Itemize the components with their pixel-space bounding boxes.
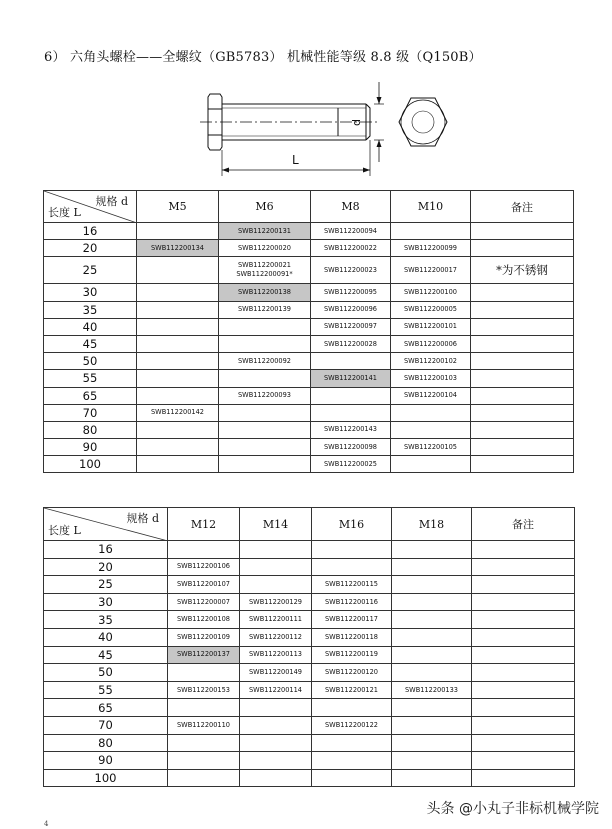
part-number-cell bbox=[137, 335, 219, 352]
length-cell: 65 bbox=[44, 699, 168, 717]
table-row bbox=[44, 664, 575, 682]
part-number-cell bbox=[219, 456, 311, 473]
part-number-cell: SWB112200110 bbox=[168, 716, 240, 734]
part-number-cell: SWB112200143 bbox=[311, 421, 391, 438]
table-row bbox=[44, 646, 575, 664]
part-number-cell bbox=[392, 699, 472, 717]
note-cell bbox=[472, 752, 575, 770]
part-number-cell bbox=[137, 370, 219, 387]
length-cell: 30 bbox=[44, 593, 168, 611]
part-number-cell bbox=[240, 558, 312, 576]
note-cell bbox=[472, 558, 575, 576]
corner-length-label: 长度 L bbox=[48, 524, 81, 537]
note-cell bbox=[471, 387, 574, 404]
part-number-cell: SWB112200109 bbox=[168, 628, 240, 646]
table-row bbox=[44, 223, 574, 240]
length-cell: 55 bbox=[44, 681, 168, 699]
note-cell bbox=[471, 439, 574, 456]
part-number-cell: SWB112200093 bbox=[219, 387, 311, 404]
note-cell bbox=[472, 716, 575, 734]
length-cell: 25 bbox=[44, 576, 168, 594]
part-number-cell bbox=[219, 421, 311, 438]
length-cell: 20 bbox=[44, 240, 137, 257]
part-number-cell: SWB112200137 bbox=[168, 646, 240, 664]
length-cell: 80 bbox=[44, 734, 168, 752]
table-row bbox=[44, 716, 575, 734]
bolt-drawing bbox=[196, 78, 466, 180]
column-header: 备注 bbox=[472, 508, 575, 541]
part-number-cell: SWB112200119 bbox=[312, 646, 392, 664]
table-row bbox=[44, 456, 574, 473]
corner-header bbox=[44, 191, 137, 223]
length-cell: 100 bbox=[44, 769, 168, 787]
part-number-cell bbox=[392, 593, 472, 611]
part-number-cell: SWB112200153 bbox=[168, 681, 240, 699]
length-cell: 16 bbox=[44, 223, 137, 240]
part-number-cell bbox=[312, 734, 392, 752]
note-cell bbox=[471, 318, 574, 335]
part-number-cell: SWB112200096 bbox=[311, 301, 391, 318]
note-cell bbox=[471, 421, 574, 438]
part-number-cell: SWB112200005 bbox=[391, 301, 471, 318]
part-number-cell bbox=[392, 752, 472, 770]
part-number-cell: SWB112200115 bbox=[312, 576, 392, 594]
table-row bbox=[44, 353, 574, 370]
part-number-cell bbox=[168, 734, 240, 752]
note-cell bbox=[472, 541, 575, 559]
part-number-cell bbox=[168, 752, 240, 770]
part-number-cell bbox=[392, 646, 472, 664]
length-cell: 70 bbox=[44, 404, 137, 421]
table-row bbox=[44, 628, 575, 646]
part-number-cell bbox=[312, 752, 392, 770]
note-cell bbox=[472, 628, 575, 646]
table-row bbox=[44, 611, 575, 629]
part-number-cell bbox=[392, 664, 472, 682]
column-header: M10 bbox=[391, 191, 471, 223]
note-cell bbox=[471, 223, 574, 240]
part-number-cell bbox=[168, 769, 240, 787]
part-number-cell bbox=[137, 257, 219, 284]
part-number-cell: SWB112200023 bbox=[311, 257, 391, 284]
part-number-cell bbox=[311, 353, 391, 370]
table-row bbox=[44, 335, 574, 352]
part-number-cell bbox=[219, 335, 311, 352]
part-number-cell: SWB112200112 bbox=[240, 628, 312, 646]
table-row bbox=[44, 370, 574, 387]
length-cell: 65 bbox=[44, 387, 137, 404]
part-number-cell bbox=[392, 734, 472, 752]
table-row bbox=[44, 404, 574, 421]
table-row bbox=[44, 318, 574, 335]
part-number-cell: SWB112200142 bbox=[137, 404, 219, 421]
table-row bbox=[44, 284, 574, 301]
part-number-cell bbox=[391, 404, 471, 421]
part-number-cell: SWB112200098 bbox=[311, 439, 391, 456]
note-cell bbox=[471, 335, 574, 352]
part-number-cell bbox=[311, 387, 391, 404]
table-row bbox=[44, 421, 574, 438]
part-number-cell: SWB112200092 bbox=[219, 353, 311, 370]
table-row bbox=[44, 541, 575, 559]
part-number-cell: SWB112200099 bbox=[391, 240, 471, 257]
table-row bbox=[44, 240, 574, 257]
part-number-cell: SWB112200118 bbox=[312, 628, 392, 646]
part-number-cell bbox=[240, 541, 312, 559]
column-header: M16 bbox=[312, 508, 392, 541]
length-cell: 16 bbox=[44, 541, 168, 559]
length-cell: 70 bbox=[44, 716, 168, 734]
part-number-cell: SWB112200139 bbox=[219, 301, 311, 318]
length-cell: 90 bbox=[44, 439, 137, 456]
part-number-cell: SWB112200017 bbox=[391, 257, 471, 284]
part-number-cell: SWB112200007 bbox=[168, 593, 240, 611]
part-number-cell bbox=[391, 223, 471, 240]
part-number-cell bbox=[392, 576, 472, 594]
note-cell bbox=[472, 611, 575, 629]
part-number-cell bbox=[137, 353, 219, 370]
part-number-cell bbox=[168, 541, 240, 559]
part-number-cell: SWB112200141 bbox=[311, 370, 391, 387]
part-number-cell bbox=[392, 611, 472, 629]
column-header: M8 bbox=[311, 191, 391, 223]
part-number-cell: SWB112200106 bbox=[168, 558, 240, 576]
part-number-cell: SWB112200095 bbox=[311, 284, 391, 301]
part-number-cell: SWB112200114 bbox=[240, 681, 312, 699]
section-heading: 6） 六角头螺栓——全螺纹（GB5783） 机械性能等级 8.8 级（Q150B） bbox=[44, 50, 482, 65]
table-row bbox=[44, 301, 574, 318]
part-number-cell: SWB112200028 bbox=[311, 335, 391, 352]
part-number-cell: SWB112200104 bbox=[391, 387, 471, 404]
note-cell bbox=[472, 681, 575, 699]
part-number-cell bbox=[137, 439, 219, 456]
note-cell bbox=[472, 664, 575, 682]
part-number-cell: SWB112200105 bbox=[391, 439, 471, 456]
length-cell: 35 bbox=[44, 611, 168, 629]
part-number-cell: SWB112200094 bbox=[311, 223, 391, 240]
part-number-cell: SWB112200020 bbox=[219, 240, 311, 257]
part-number-cell bbox=[137, 301, 219, 318]
part-number-cell bbox=[137, 318, 219, 335]
column-header: M5 bbox=[137, 191, 219, 223]
part-number-cell bbox=[137, 456, 219, 473]
part-number-cell: SWB112200108 bbox=[168, 611, 240, 629]
length-cell: 55 bbox=[44, 370, 137, 387]
part-number-cell: SWB112200129 bbox=[240, 593, 312, 611]
part-number-cell: SWB112200097 bbox=[311, 318, 391, 335]
part-number-cell bbox=[312, 769, 392, 787]
note-cell bbox=[471, 284, 574, 301]
part-number-cell: SWB112200138 bbox=[219, 284, 311, 301]
note-cell bbox=[471, 404, 574, 421]
table-row bbox=[44, 734, 575, 752]
length-cell: 40 bbox=[44, 628, 168, 646]
length-cell: 45 bbox=[44, 646, 168, 664]
length-cell: 45 bbox=[44, 335, 137, 352]
column-header: M14 bbox=[240, 508, 312, 541]
part-number-cell bbox=[168, 699, 240, 717]
part-number-cell bbox=[240, 769, 312, 787]
part-number-cell: SWB112200134 bbox=[137, 240, 219, 257]
length-cell: 80 bbox=[44, 421, 137, 438]
spec-table-m5-m10 bbox=[43, 190, 574, 473]
note-cell bbox=[472, 734, 575, 752]
part-number-cell: SWB112200101 bbox=[391, 318, 471, 335]
length-cell: 50 bbox=[44, 353, 137, 370]
length-cell: 30 bbox=[44, 284, 137, 301]
corner-spec-label: 规格 d bbox=[126, 512, 159, 525]
note-cell bbox=[472, 699, 575, 717]
part-number-cell: SWB112200122 bbox=[312, 716, 392, 734]
part-number-cell bbox=[392, 558, 472, 576]
corner-length-label: 长度 L bbox=[48, 206, 81, 219]
part-number-cell bbox=[219, 404, 311, 421]
part-number-cell: SWB112200120 bbox=[312, 664, 392, 682]
spec-table-m12-m18 bbox=[43, 507, 575, 787]
note-cell bbox=[472, 593, 575, 611]
table-row bbox=[44, 593, 575, 611]
diameter-label: d bbox=[350, 119, 363, 126]
length-cell: 100 bbox=[44, 456, 137, 473]
part-number-cell: SWB112200111 bbox=[240, 611, 312, 629]
note-cell bbox=[471, 240, 574, 257]
note-cell bbox=[472, 576, 575, 594]
part-number-cell: SWB112200131 bbox=[219, 223, 311, 240]
table-row bbox=[44, 699, 575, 717]
part-number-cell: SWB112200102 bbox=[391, 353, 471, 370]
part-number-cell bbox=[312, 699, 392, 717]
part-number-cell bbox=[240, 576, 312, 594]
length-cell: 20 bbox=[44, 558, 168, 576]
note-cell bbox=[471, 456, 574, 473]
part-number-cell: SWB112200100 bbox=[391, 284, 471, 301]
part-number-cell: SWB112200117 bbox=[312, 611, 392, 629]
table-row bbox=[44, 439, 574, 456]
page-number: 4 bbox=[44, 820, 49, 828]
part-number-cell bbox=[240, 716, 312, 734]
part-number-cell bbox=[219, 439, 311, 456]
watermark-footer: 头条 @小丸子非标机械学院 bbox=[426, 801, 599, 817]
part-number-cell bbox=[391, 421, 471, 438]
part-number-cell bbox=[240, 734, 312, 752]
table-row bbox=[44, 257, 574, 284]
part-number-cell bbox=[240, 752, 312, 770]
part-number-cell: SWB112200133 bbox=[392, 681, 472, 699]
part-number-cell: SWB112200021 SWB112200091* bbox=[219, 257, 311, 284]
part-number-cell bbox=[392, 628, 472, 646]
column-header: M12 bbox=[168, 508, 240, 541]
corner-header bbox=[44, 508, 168, 541]
corner-spec-label: 规格 d bbox=[95, 195, 128, 208]
part-number-cell: SWB112200113 bbox=[240, 646, 312, 664]
part-number-cell bbox=[137, 387, 219, 404]
part-number-cell: SWB112200025 bbox=[311, 456, 391, 473]
note-cell bbox=[472, 769, 575, 787]
part-number-cell bbox=[312, 541, 392, 559]
note-cell bbox=[472, 646, 575, 664]
part-number-cell: SWB112200149 bbox=[240, 664, 312, 682]
note-cell: *为不锈钢 bbox=[471, 257, 574, 284]
length-label: L bbox=[292, 153, 299, 167]
part-number-cell bbox=[137, 223, 219, 240]
note-cell bbox=[471, 301, 574, 318]
table-row bbox=[44, 387, 574, 404]
table-row bbox=[44, 769, 575, 787]
part-number-cell bbox=[219, 370, 311, 387]
part-number-cell bbox=[168, 664, 240, 682]
column-header: 备注 bbox=[471, 191, 574, 223]
part-number-cell: SWB112200121 bbox=[312, 681, 392, 699]
part-number-cell: SWB112200107 bbox=[168, 576, 240, 594]
part-number-cell bbox=[392, 769, 472, 787]
part-number-cell bbox=[240, 699, 312, 717]
note-cell bbox=[471, 353, 574, 370]
part-number-cell bbox=[392, 716, 472, 734]
part-number-cell bbox=[311, 404, 391, 421]
part-number-cell bbox=[391, 456, 471, 473]
column-header: M6 bbox=[219, 191, 311, 223]
part-number-cell bbox=[219, 318, 311, 335]
part-number-cell: SWB112200103 bbox=[391, 370, 471, 387]
table-row bbox=[44, 752, 575, 770]
length-cell: 40 bbox=[44, 318, 137, 335]
part-number-cell bbox=[137, 421, 219, 438]
table-row bbox=[44, 681, 575, 699]
part-number-cell: SWB112200006 bbox=[391, 335, 471, 352]
length-cell: 90 bbox=[44, 752, 168, 770]
note-cell bbox=[471, 370, 574, 387]
part-number-cell: SWB112200022 bbox=[311, 240, 391, 257]
length-cell: 25 bbox=[44, 257, 137, 284]
part-number-cell bbox=[392, 541, 472, 559]
length-cell: 50 bbox=[44, 664, 168, 682]
part-number-cell bbox=[137, 284, 219, 301]
part-number-cell: SWB112200116 bbox=[312, 593, 392, 611]
length-cell: 35 bbox=[44, 301, 137, 318]
column-header: M18 bbox=[392, 508, 472, 541]
table-row bbox=[44, 558, 575, 576]
table-row bbox=[44, 576, 575, 594]
part-number-cell bbox=[312, 558, 392, 576]
